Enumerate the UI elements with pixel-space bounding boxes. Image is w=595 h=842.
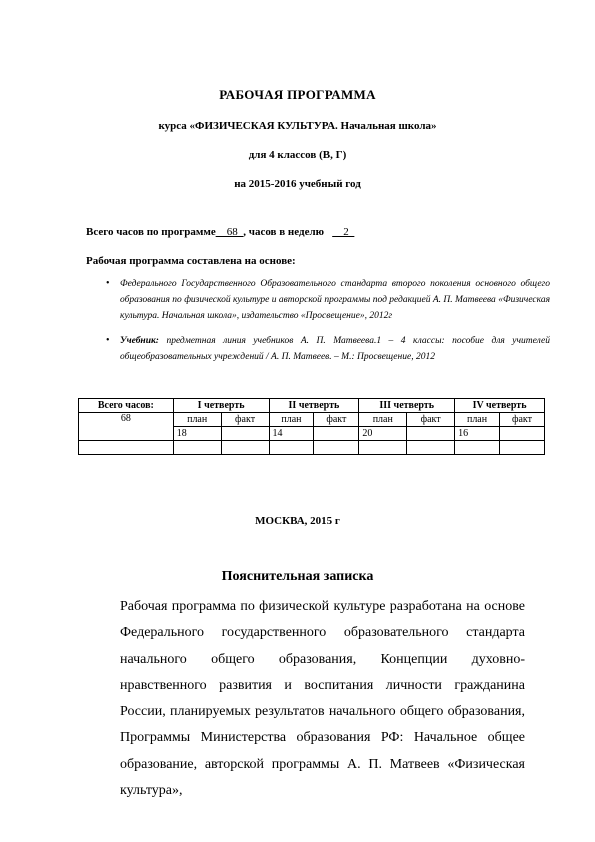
fact-header: факт (221, 413, 269, 427)
quarter-1-header: I четверть (173, 399, 269, 413)
section-title: Пояснительная записка (221, 569, 374, 584)
course-name: курса «ФИЗИЧЕСКАЯ КУЛЬТУРА. Начальная школа» (158, 120, 437, 132)
fact-header: факт (500, 413, 545, 427)
bullet-icon: • (106, 335, 110, 346)
quarter-2-header: II четверть (269, 399, 359, 413)
fact-cell (407, 427, 455, 441)
fact-cell (314, 427, 359, 441)
bullet-icon: • (106, 278, 110, 289)
empty-cell (173, 441, 221, 455)
empty-cell (407, 441, 455, 455)
plan-header: план (269, 413, 314, 427)
plan-cell: 14 (269, 427, 314, 441)
quarter-4-header: IV четверть (455, 399, 545, 413)
classes-line: для 4 классов (В, Г) (248, 149, 347, 161)
academic-year: на 2015-2016 учебный год (234, 178, 361, 190)
list-item (106, 333, 550, 365)
plan-header: план (455, 413, 500, 427)
total-hours-label: Всего часов по программе (86, 226, 216, 238)
table-row (79, 413, 545, 427)
bullet-text: Федерального Государственного Образовательного стандарта второго поколения основного общего образования по физической культуре и авторской программы под редакцией А. П. Матвеева «Физическая культура. Начальная школа», издательство «Просвещение», 2012г (120, 279, 550, 321)
city-year: МОСКВА, 2015 г (255, 515, 340, 527)
plan-cell: 18 (173, 427, 221, 441)
hours-table (78, 398, 545, 455)
fact-header: факт (407, 413, 455, 427)
plan-cell: 20 (359, 427, 407, 441)
explanatory-paragraph: Рабочая программа по физической культуре разработана на основе Федерального государственного образовательного стандарта начального общего образования, Концепции духовно-нравственного развития и воспитания личности гражданина России, планируемых результатов начального общего образования, Программы Министерства образования РФ: Начальное общее образование, авторской программы А. П. Матвеев «Физическая культура», (120, 599, 525, 799)
empty-cell (314, 441, 359, 455)
bullet-text: предметная линия учебников А. П. Матвеева.1 – 4 классы: пособие для учителей общеобразовательных учреждений / А. П. Матвеев. – М.: Просвещение, 2012 (120, 336, 550, 362)
empty-cell (79, 441, 174, 455)
fact-cell (221, 427, 269, 441)
hours-line (86, 226, 354, 238)
fact-cell (500, 427, 545, 441)
empty-cell (221, 441, 269, 455)
weekly-hours-label: , часов в неделю (243, 226, 325, 238)
plan-header: план (359, 413, 407, 427)
fact-header: факт (314, 413, 359, 427)
total-hours-cell: 68 (79, 413, 174, 441)
table-row (79, 399, 545, 413)
empty-cell (455, 441, 500, 455)
empty-cell (269, 441, 314, 455)
document-title: РАБОЧАЯ ПРОГРАММА (219, 87, 376, 102)
quarter-3-header: III четверть (359, 399, 455, 413)
empty-cell (359, 441, 407, 455)
basis-label: Рабочая программа составлена на основе: (86, 255, 296, 267)
bullet-label: Учебник: (120, 336, 159, 346)
plan-cell: 16 (455, 427, 500, 441)
plan-header: план (173, 413, 221, 427)
list-item (106, 276, 550, 324)
weekly-hours-value: __2_ (332, 226, 355, 238)
total-hours-header: Всего часов: (79, 399, 174, 413)
empty-cell (500, 441, 545, 455)
total-hours-value: __68_ (215, 226, 244, 238)
table-row (79, 441, 545, 455)
